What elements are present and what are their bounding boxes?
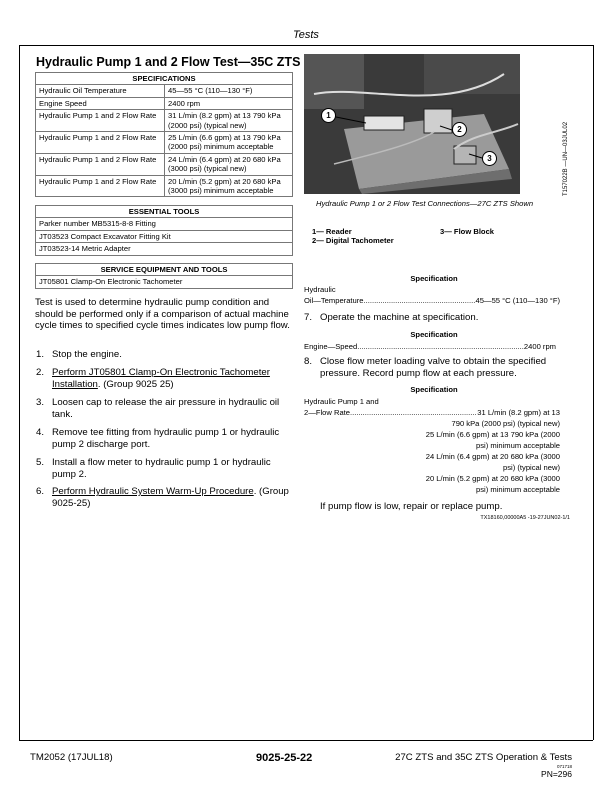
table-row: JT05801 Clamp-On Electronic Tachometer — [36, 276, 293, 288]
right-margin-rule — [593, 45, 594, 740]
closing-text: If pump flow is low, repair or replace pump. — [320, 501, 503, 512]
table-row: JT03523 Compact Excavator Fitting Kit — [36, 230, 293, 242]
callout-3: 3 — [482, 151, 497, 166]
legend-1: 1— Reader — [312, 227, 352, 236]
spec-flow-rate: Hydraulic Pump 1 and 2—Flow Rate ..... 31 L/min (8.2 gpm) at 13 790 kPa (2000 psi) (typical new) 25 L/min (6.6 gpm) at 13 790 kPa (2000 psi) minimum acceptable 24 L/min (6.4 gpm) at 20 680 kPa (3000 psi) (typical new) 20 L/min (5.2 gpm) at 20 680 kPa (3000 psi) minimum acceptable — [304, 396, 560, 495]
tachometer-installation-link[interactable]: Perform JT05801 Clamp-On Electronic Tachometer Installation — [52, 367, 270, 390]
left-margin-rule — [19, 45, 20, 740]
specifications-table — [35, 72, 293, 197]
callout-1: 1 — [321, 108, 336, 123]
intro-paragraph: Test is used to determine hydraulic pump condition and should be performed only if a comparison of actual machine cycle times to specified cycle times indicates low pump flow. — [35, 297, 290, 332]
flow-test-photo — [304, 54, 520, 194]
spec-oil-temperature: Hydraulic Oil—Temperature ..... 45—55 °C (110—130 °F) — [304, 284, 560, 306]
footer-manual: TM2052 (17JUL18) — [30, 752, 113, 763]
spec-heading-3: Specification — [410, 385, 458, 394]
spec-heading-1: Specification — [410, 274, 458, 283]
spec-engine-speed: Engine—Speed ..... 2400 rpm — [304, 341, 556, 352]
table-row: Hydraulic Pump 1 and 2 Flow Rate 24 L/min (6.4 gpm) at 20 680 kPa (3000 psi) (typical new) — [36, 153, 293, 175]
service-equipment-table — [35, 263, 293, 289]
footer-page-number: 9025-25-22 — [256, 752, 313, 764]
essential-tools-table — [35, 205, 293, 256]
footer-pn: PN=296 — [541, 769, 572, 779]
table-row: Hydraulic Pump 1 and 2 Flow Rate 20 L/min (5.2 gpm) at 20 680 kPa (3000 psi) minimum acceptable — [36, 175, 293, 197]
callout-2: 2 — [452, 122, 467, 137]
spec-heading-2: Specification — [410, 330, 458, 339]
legend-2: 2— Digital Tachometer — [312, 236, 394, 245]
table-row: Hydraulic Pump 1 and 2 Flow Rate 31 L/min (8.2 gpm) at 13 790 kPa (2000 psi) (typical new) — [36, 110, 293, 132]
flow-test-illustration — [304, 54, 520, 194]
table-row: Parker number MB5315-8-8 Fitting — [36, 218, 293, 230]
legend-3: 3— Flow Block — [440, 227, 495, 236]
specifications-heading: SPECIFICATIONS — [36, 73, 293, 85]
page-title: Hydraulic Pump 1 and 2 Flow Test—35C ZTS — [36, 55, 301, 69]
header-rule — [19, 45, 593, 46]
table-row: Engine Speed 2400 rpm — [36, 97, 293, 109]
warm-up-procedure-link[interactable]: Perform Hydraulic System Warm-Up Procedure — [52, 486, 254, 497]
footer-title: 27C ZTS and 35C ZTS Operation & Tests — [395, 752, 572, 763]
reference-code: TX18160,00000A5 -19-27JUN02-1/1 — [480, 515, 570, 521]
table-row: Hydraulic Oil Temperature 45—55 °C (110—130 °F) — [36, 85, 293, 97]
service-equipment-heading: SERVICE EQUIPMENT AND TOOLS — [36, 264, 293, 276]
table-row: Hydraulic Pump 1 and 2 Flow Rate 25 L/min (6.6 gpm) at 13 790 kPa (2000 psi) minimum acceptable — [36, 132, 293, 154]
figure-code: T157022B —UN—03JUL02 — [563, 121, 569, 196]
essential-tools-heading: ESSENTIAL TOOLS — [36, 206, 293, 218]
table-row: JT03523-14 Metric Adapter — [36, 243, 293, 255]
section-header: Tests — [293, 29, 319, 41]
footer-date-code: 071718 — [556, 764, 572, 769]
footer-rule — [19, 740, 593, 741]
figure-caption: Hydraulic Pump 1 or 2 Flow Test Connections—27C ZTS Shown — [316, 199, 534, 208]
